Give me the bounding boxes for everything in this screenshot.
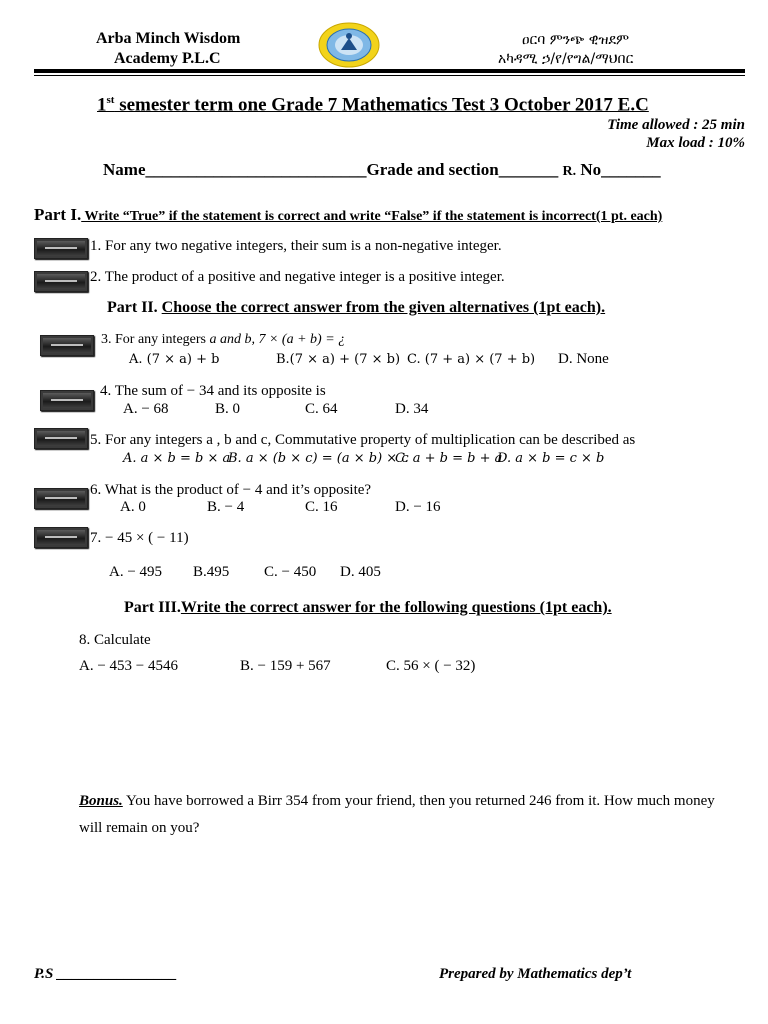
bonus-label: Bonus.	[79, 793, 123, 809]
q7-option-d[interactable]: D. 405	[340, 564, 381, 580]
question-4: 4. The sum of − 34 and its opposite is	[100, 383, 326, 399]
title-ordinal-sup: st	[106, 94, 115, 106]
school-name-line1: Arba Minch Wisdom	[96, 30, 241, 47]
amharic-name-line2: አካዳሚ ኃ/የ/የግል/ማህበር	[498, 51, 634, 67]
q4-option-a[interactable]: A. − 68	[123, 401, 169, 417]
q3-option-b[interactable]: B.(7 × a) + (7 × b)	[276, 352, 401, 367]
roll-number-prefix: R.	[562, 164, 577, 179]
question-6: 6. What is the product of − 4 and it’s opposite?	[90, 482, 372, 498]
question-8: 8. Calculate	[79, 632, 151, 648]
q4-option-b[interactable]: B. 0	[215, 401, 241, 417]
q6-option-a[interactable]: A. 0	[120, 499, 146, 515]
q5-option-c[interactable]: C. a + b = b + a	[395, 451, 503, 466]
time-allowed: Time allowed : 25 min	[607, 117, 745, 133]
part1-label: Part I.	[34, 205, 82, 224]
question-2: 2. The product of a positive and negative integer is a positive integer.	[90, 269, 505, 285]
answer-box-q6[interactable]	[34, 488, 88, 509]
header-rule-thin	[34, 75, 745, 76]
q7-option-b[interactable]: B.495	[193, 564, 230, 580]
question-7: 7. − 45 × ( − 11)	[90, 530, 189, 546]
q5-option-a[interactable]: A. a × b = b × a	[123, 451, 231, 466]
header-rule-thick	[34, 69, 745, 73]
prepared-by: Prepared by Mathematics dep’t	[439, 966, 632, 982]
answer-box-q2[interactable]	[34, 271, 88, 292]
q8-part-b: B. − 159 + 567	[240, 658, 331, 674]
question-3-expression: a and b, 7 × (a + b) = ¿	[209, 332, 346, 347]
part2-instruction: Choose the correct answer from the given alternatives (1pt each).	[161, 299, 606, 316]
amharic-name-line1: ዐርባ ምንጭ ዊዝደም	[522, 32, 630, 48]
part2-heading	[107, 299, 605, 317]
q5-option-b[interactable]: B. a × (b × c) = (a × b) × c	[228, 451, 409, 466]
bonus-text-line1: You have borrowed a Birr 354 from your friend, then you returned 246 from it. How much money	[122, 793, 715, 809]
title-ordinal: 1	[97, 94, 107, 116]
answer-box-q5[interactable]	[34, 428, 88, 449]
bonus-text-line2: will remain on you?	[79, 820, 200, 836]
answer-box-q4[interactable]	[40, 390, 94, 411]
answer-box-q1[interactable]	[34, 238, 88, 259]
student-info-fields[interactable]	[103, 160, 661, 180]
part3-heading	[124, 599, 612, 617]
question-3-stem	[101, 332, 345, 348]
q4-option-c[interactable]: C. 64	[305, 401, 338, 417]
answer-box-q7[interactable]	[34, 527, 88, 548]
roll-number-field[interactable]: No_______	[576, 160, 661, 179]
bonus-question	[79, 793, 715, 810]
part3-instruction: Write the correct answer for the following questions (1pt each).	[180, 599, 612, 616]
question-1: 1. For any two negative integers, their sum is a non-negative integer.	[90, 238, 502, 254]
test-title	[97, 94, 649, 116]
q6-option-d[interactable]: D. − 16	[395, 499, 441, 515]
answer-box-q3[interactable]	[40, 335, 94, 356]
q8-part-c: C. 56 × ( − 32)	[386, 658, 476, 674]
school-name-line2: Academy P.L.C	[114, 50, 221, 67]
max-load: Max load : 10%	[646, 135, 745, 151]
part3-label: Part III.	[124, 599, 181, 616]
q6-option-c[interactable]: C. 16	[305, 499, 338, 515]
ps-field[interactable]: P.S ________________	[34, 966, 178, 982]
q7-option-c[interactable]: C. − 450	[264, 564, 317, 580]
q3-option-c[interactable]: C. (7 + a) × (7 + b)	[407, 352, 536, 367]
q6-option-b[interactable]: B. − 4	[207, 499, 245, 515]
q7-option-a[interactable]: A. − 495	[109, 564, 163, 580]
question-5: 5. For any integers a , b and c, Commutative property of multiplication can be described as	[90, 432, 636, 448]
q8-part-a: A. − 453 − 4546	[79, 658, 179, 674]
q3-option-d[interactable]: D. None	[558, 351, 609, 367]
q4-option-d[interactable]: D. 34	[395, 401, 429, 417]
part1-instruction: Write “True” if the statement is correct and write “False” if the statement is incorrect(1 pt. each)	[81, 209, 663, 224]
part1-heading	[34, 205, 662, 225]
title-text: semester term one Grade 7 Mathematics Test 3 October 2017 E.C	[114, 94, 649, 116]
question-3-text: 3. For any integers	[101, 332, 210, 347]
q3-option-a[interactable]: A. (7 × a) + b	[129, 352, 220, 367]
name-and-grade-field[interactable]: Name__________________________Grade and section_______	[103, 160, 563, 179]
part2-label: Part II.	[107, 299, 162, 316]
q5-option-d[interactable]: D. a × b = c × b	[497, 451, 605, 466]
school-logo	[318, 22, 380, 68]
